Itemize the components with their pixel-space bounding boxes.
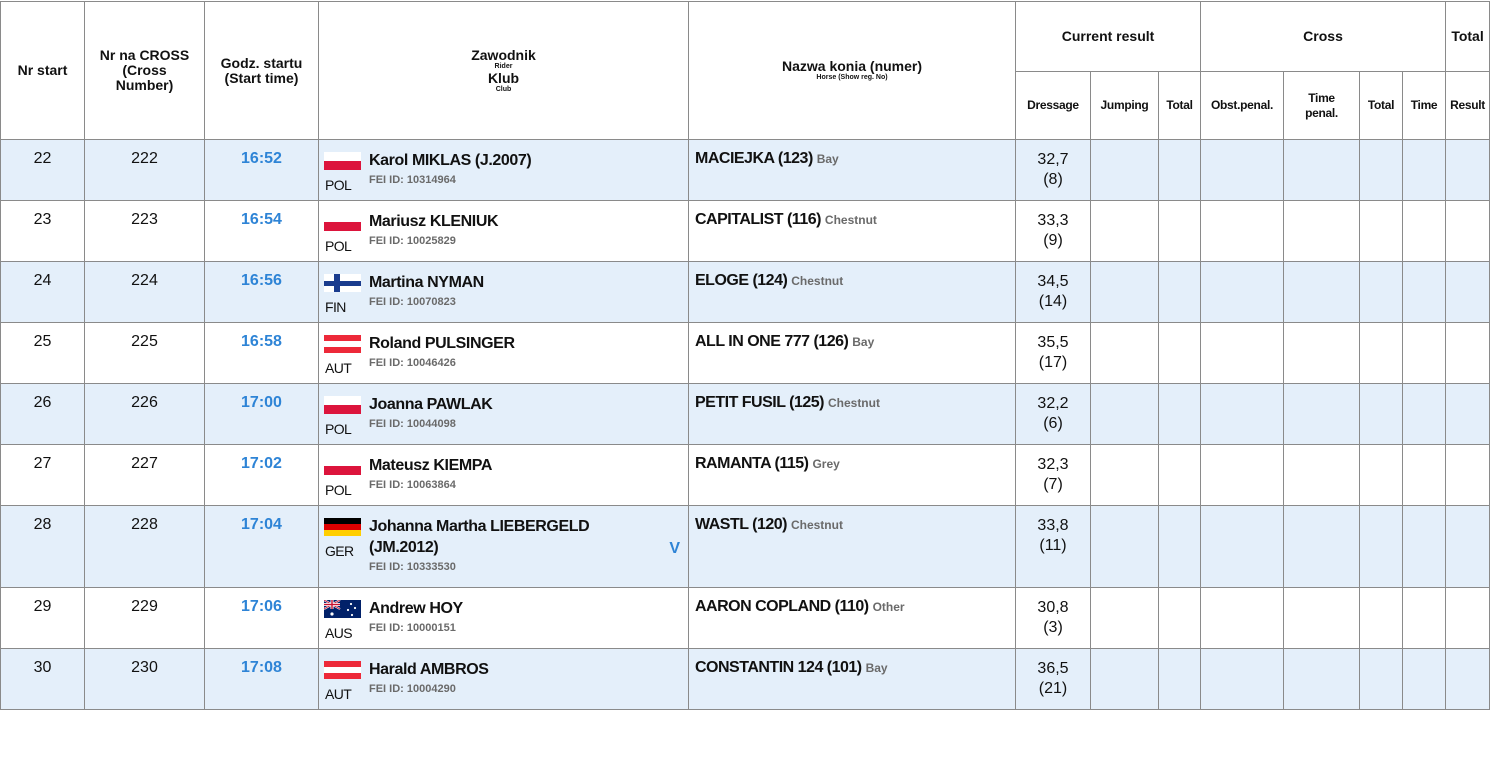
start-time: 17:04 [205, 506, 319, 588]
nation-code: POL [325, 177, 352, 193]
rider-name[interactable]: Harald AMBROS [369, 661, 489, 678]
fei-id: FEI ID: 10063864 [369, 479, 456, 491]
start-number: 24 [1, 262, 85, 323]
obst-penal-cell [1201, 649, 1284, 710]
nation-code: POL [325, 238, 352, 254]
col-start-time: Godz. startu (Start time) [205, 2, 319, 140]
fei-id: FEI ID: 10314964 [369, 174, 456, 186]
cross-total-cell [1360, 588, 1403, 649]
horse-cell [689, 649, 1016, 710]
rider-name[interactable]: Andrew HOY [369, 600, 463, 617]
cross-number: 224 [85, 262, 205, 323]
horse-name[interactable]: AARON COPLAND (110) [695, 598, 869, 615]
dressage-score [1016, 140, 1091, 201]
col-horse: Nazwa konia (numer) Horse (Show reg. No) [689, 2, 1016, 140]
time-penal-cell [1284, 506, 1360, 588]
fei-id: FEI ID: 10025829 [369, 235, 456, 247]
start-time: 16:56 [205, 262, 319, 323]
dressage-value: 30,8 [1037, 599, 1069, 616]
nation-code: POL [325, 421, 352, 437]
col-rider: Zawodnik Rider Klub Club [319, 2, 689, 140]
col-cross-number: Nr na CROSS (Cross Number) [85, 2, 205, 140]
result-cell [1446, 201, 1490, 262]
time-penal-cell [1284, 588, 1360, 649]
horse-cell [689, 262, 1016, 323]
dressage-rank: (8) [1043, 171, 1063, 188]
fei-id: FEI ID: 10004290 [369, 683, 456, 695]
dressage-rank: (21) [1038, 680, 1068, 697]
result-cell [1446, 140, 1490, 201]
obst-penal-cell [1201, 588, 1284, 649]
nation-code: AUS [325, 625, 352, 641]
jumping-cell [1091, 649, 1159, 710]
cross-number: 225 [85, 323, 205, 384]
rider-name[interactable]: Johanna Martha LIEBERGELD (JM.2012) [369, 518, 590, 556]
dressage-rank: (11) [1039, 537, 1067, 554]
start-time: 17:02 [205, 445, 319, 506]
rider-cell [319, 201, 689, 262]
dressage-value: 33,3 [1037, 212, 1069, 229]
rider-cell [319, 140, 689, 201]
current-total-cell [1159, 445, 1201, 506]
obst-penal-cell [1201, 140, 1284, 201]
obst-penal-cell [1201, 506, 1284, 588]
cross-time-cell [1403, 323, 1446, 384]
jumping-cell [1091, 445, 1159, 506]
dressage-value: 32,7 [1037, 151, 1069, 168]
rider-cell [319, 588, 689, 649]
nation-code: FIN [325, 299, 346, 315]
current-total-cell [1159, 201, 1201, 262]
dressage-score [1016, 588, 1091, 649]
table-row[interactable] [1, 140, 1490, 201]
cross-number: 229 [85, 588, 205, 649]
current-total-cell [1159, 506, 1201, 588]
horse-name[interactable]: WASTL (120) [695, 516, 787, 533]
cross-total-cell [1360, 384, 1403, 445]
table-row[interactable] [1, 262, 1490, 323]
dressage-value: 33,8 [1037, 517, 1069, 534]
cross-time-cell [1403, 506, 1446, 588]
dressage-score [1016, 445, 1091, 506]
result-cell [1446, 445, 1490, 506]
horse-color: Bay [852, 335, 875, 349]
table-row[interactable] [1, 649, 1490, 710]
cross-number: 228 [85, 506, 205, 588]
current-total-cell [1159, 649, 1201, 710]
fei-id: FEI ID: 10333530 [369, 561, 456, 573]
jumping-cell [1091, 384, 1159, 445]
dressage-rank: (9) [1043, 232, 1063, 249]
rider-name[interactable]: Mariusz KLENIUK [369, 213, 499, 230]
cross-number: 222 [85, 140, 205, 201]
cross-number: 226 [85, 384, 205, 445]
start-number: 25 [1, 323, 85, 384]
start-time: 17:06 [205, 588, 319, 649]
dressage-value: 35,5 [1037, 334, 1069, 351]
horse-color: Chestnut [791, 274, 844, 288]
flag-icon [324, 152, 361, 170]
rider-cell [319, 262, 689, 323]
obst-penal-cell [1201, 445, 1284, 506]
cross-total-cell [1360, 323, 1403, 384]
start-time: 17:08 [205, 649, 319, 710]
jumping-cell [1091, 588, 1159, 649]
rider-name[interactable]: Joanna PAWLAK [369, 396, 493, 413]
dressage-score [1016, 384, 1091, 445]
horse-color: Bay [865, 661, 888, 675]
group-current-result: Current result [1016, 2, 1201, 72]
start-time: 16:58 [205, 323, 319, 384]
nation-code: POL [325, 482, 352, 498]
start-time: 16:52 [205, 140, 319, 201]
obst-penal-cell [1201, 384, 1284, 445]
jumping-cell [1091, 506, 1159, 588]
table-row[interactable] [1, 588, 1490, 649]
rider-cell [319, 649, 689, 710]
horse-name[interactable]: ELOGE (124) [695, 272, 788, 289]
rider-name[interactable]: Karol MIKLAS (J.2007) [369, 152, 532, 169]
cross-time-cell [1403, 445, 1446, 506]
dressage-value: 32,3 [1037, 456, 1069, 473]
cross-number: 230 [85, 649, 205, 710]
cross-total-cell [1360, 649, 1403, 710]
dressage-score [1016, 506, 1091, 588]
horse-name[interactable]: PETIT FUSIL (125) [695, 394, 825, 411]
jumping-cell [1091, 140, 1159, 201]
start-number: 22 [1, 140, 85, 201]
col-cross-total: Total [1360, 72, 1403, 140]
start-number: 30 [1, 649, 85, 710]
col-nr-start: Nr start [1, 2, 85, 140]
col-cross-time: Time [1403, 72, 1446, 140]
col-dressage: Dressage [1016, 72, 1091, 140]
result-cell [1446, 384, 1490, 445]
cross-total-cell [1360, 445, 1403, 506]
dressage-value: 32,2 [1037, 395, 1069, 412]
dressage-rank: (17) [1038, 354, 1068, 371]
nation-code: GER [325, 543, 354, 559]
time-penal-cell [1284, 323, 1360, 384]
cross-total-cell [1360, 140, 1403, 201]
result-cell [1446, 323, 1490, 384]
col-obst-penal: Obst.penal. [1201, 72, 1284, 140]
current-total-cell [1159, 140, 1201, 201]
rider-name[interactable]: Mateusz KIEMPA [369, 457, 493, 474]
flag-icon [324, 457, 361, 475]
flag-icon [324, 274, 361, 292]
horse-color: Bay [816, 152, 839, 166]
horse-color: Chestnut [790, 518, 843, 532]
cross-time-cell [1403, 201, 1446, 262]
cross-total-cell [1360, 506, 1403, 588]
horse-name[interactable]: CONSTANTIN 124 (101) [695, 659, 862, 676]
start-number: 23 [1, 201, 85, 262]
group-cross: Cross [1201, 2, 1446, 72]
cross-time-cell [1403, 140, 1446, 201]
result-cell [1446, 588, 1490, 649]
dressage-rank: (14) [1038, 293, 1068, 310]
cross-time-cell [1403, 384, 1446, 445]
dressage-rank: (6) [1043, 415, 1063, 432]
horse-name[interactable]: MACIEJKA (123) [695, 150, 813, 167]
flag-icon [324, 335, 361, 353]
horse-color: Chestnut [827, 396, 880, 410]
rider-cell [319, 323, 689, 384]
table-row[interactable] [1, 201, 1490, 262]
horse-color: Grey [812, 457, 840, 471]
table-row[interactable] [1, 445, 1490, 506]
start-time: 16:54 [205, 201, 319, 262]
col-time-penal: Time penal. [1284, 72, 1360, 140]
obst-penal-cell [1201, 201, 1284, 262]
time-penal-cell [1284, 262, 1360, 323]
nation-code: AUT [325, 686, 352, 702]
current-total-cell [1159, 323, 1201, 384]
dressage-score [1016, 262, 1091, 323]
dressage-score [1016, 649, 1091, 710]
current-total-cell [1159, 384, 1201, 445]
rider-cell [319, 506, 689, 588]
table-row[interactable] [1, 506, 1490, 588]
col-current-total: Total [1159, 72, 1201, 140]
fei-id: FEI ID: 10046426 [369, 357, 456, 369]
time-penal-cell [1284, 384, 1360, 445]
cross-total-cell [1360, 262, 1403, 323]
flag-icon [324, 213, 361, 231]
horse-name[interactable]: ALL IN ONE 777 (126) [695, 333, 849, 350]
start-number: 29 [1, 588, 85, 649]
col-result: Result [1446, 72, 1490, 140]
fei-id: FEI ID: 10044098 [369, 418, 456, 430]
horse-name[interactable]: CAPITALIST (116) [695, 211, 821, 228]
start-time: 17:00 [205, 384, 319, 445]
result-cell [1446, 506, 1490, 588]
dressage-rank: (7) [1043, 476, 1063, 493]
result-cell [1446, 649, 1490, 710]
table-row[interactable] [1, 323, 1490, 384]
flag-icon [324, 518, 361, 536]
group-total: Total [1446, 2, 1490, 72]
cross-total-cell [1360, 201, 1403, 262]
flag-icon [324, 661, 361, 679]
flag-icon [324, 600, 361, 618]
rider-cell [319, 384, 689, 445]
cross-number: 227 [85, 445, 205, 506]
marker-v: V [669, 540, 680, 557]
start-number: 28 [1, 506, 85, 588]
horse-color: Other [872, 600, 905, 614]
obst-penal-cell [1201, 262, 1284, 323]
fei-id: FEI ID: 10070823 [369, 296, 456, 308]
dressage-rank: (3) [1043, 619, 1063, 636]
current-total-cell [1159, 588, 1201, 649]
rider-name[interactable]: Roland PULSINGER [369, 335, 515, 352]
col-jumping: Jumping [1091, 72, 1159, 140]
horse-cell [689, 506, 1016, 588]
jumping-cell [1091, 323, 1159, 384]
table-row[interactable] [1, 384, 1490, 445]
time-penal-cell [1284, 649, 1360, 710]
dressage-value: 34,5 [1037, 273, 1069, 290]
rider-cell [319, 445, 689, 506]
cross-number: 223 [85, 201, 205, 262]
horse-cell [689, 140, 1016, 201]
cross-time-cell [1403, 588, 1446, 649]
horse-name[interactable]: RAMANTA (115) [695, 455, 809, 472]
fei-id: FEI ID: 10000151 [369, 622, 456, 634]
cross-time-cell [1403, 262, 1446, 323]
dressage-score [1016, 323, 1091, 384]
horse-cell [689, 588, 1016, 649]
start-number: 27 [1, 445, 85, 506]
horse-cell [689, 445, 1016, 506]
rider-name[interactable]: Martina NYMAN [369, 274, 484, 291]
time-penal-cell [1284, 445, 1360, 506]
result-cell [1446, 262, 1490, 323]
dressage-value: 36,5 [1037, 660, 1069, 677]
nation-code: AUT [325, 360, 352, 376]
horse-cell [689, 201, 1016, 262]
jumping-cell [1091, 262, 1159, 323]
cross-time-cell [1403, 649, 1446, 710]
horse-cell [689, 384, 1016, 445]
current-total-cell [1159, 262, 1201, 323]
horse-cell [689, 323, 1016, 384]
start-number: 26 [1, 384, 85, 445]
start-list-table [0, 1, 1490, 710]
obst-penal-cell [1201, 323, 1284, 384]
horse-color: Chestnut [824, 213, 877, 227]
jumping-cell [1091, 201, 1159, 262]
flag-icon [324, 396, 361, 414]
time-penal-cell [1284, 140, 1360, 201]
time-penal-cell [1284, 201, 1360, 262]
dressage-score [1016, 201, 1091, 262]
